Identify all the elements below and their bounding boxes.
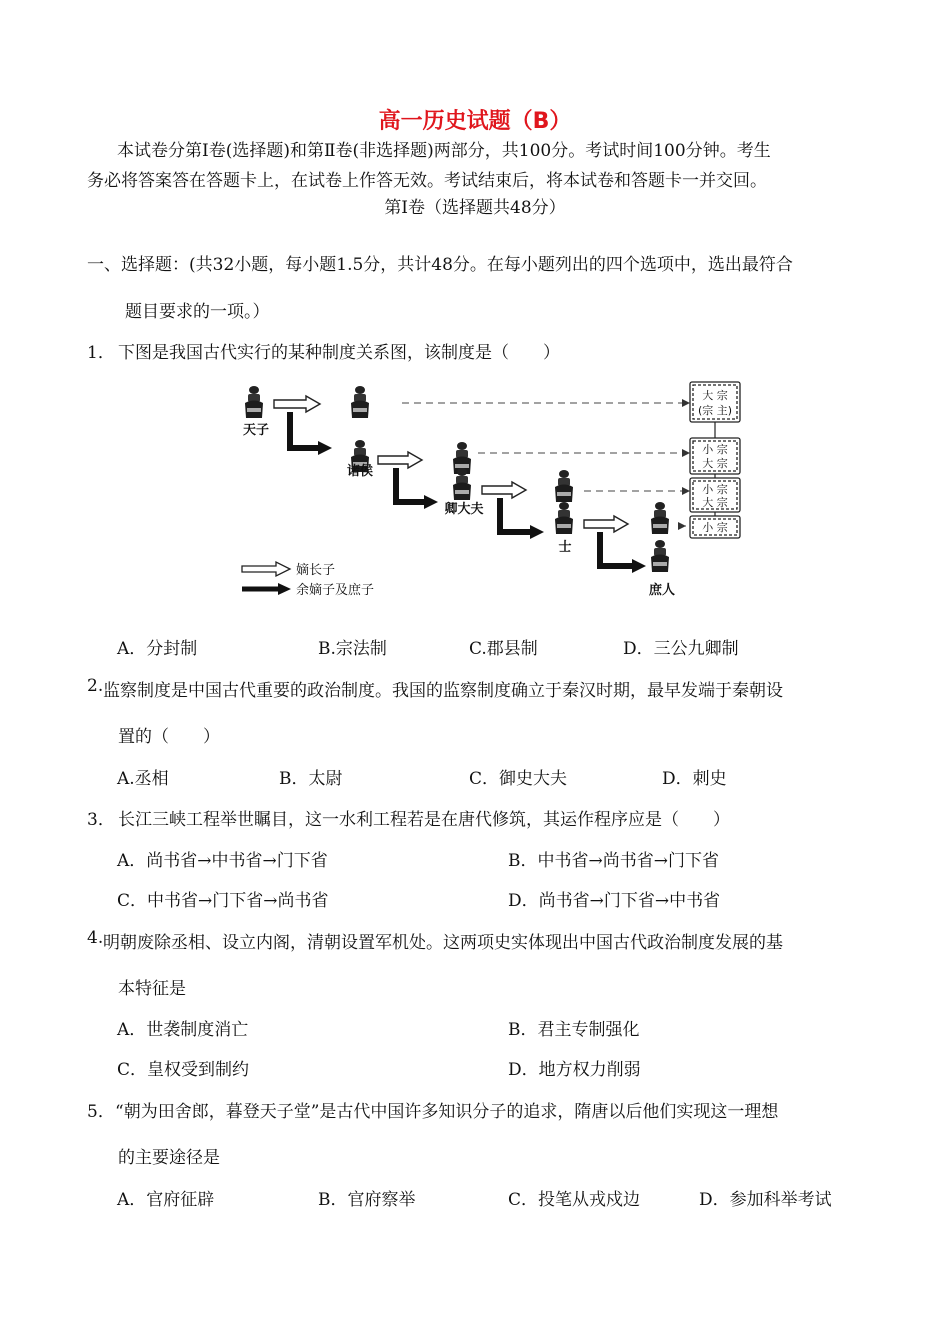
- box-3-bottom-label: 大 宗: [702, 496, 728, 509]
- younger-sons-arrow-icon: [318, 441, 332, 455]
- minister-heir-figure-icon: [555, 470, 573, 502]
- rank-label-commoner: 庶人: [648, 583, 676, 598]
- question-4-stem-line-2: 本特征是: [118, 979, 186, 999]
- section-heading: 第Ⅰ卷（选择题共48分）: [384, 198, 566, 218]
- part-instructions-line-1: 一、选择题：(共32小题，每小题1.5分，共计48分。在每小题列出的四个选项中，选出最符合: [87, 255, 793, 275]
- question-4-option-d[interactable]: D．地方权力削弱: [508, 1060, 641, 1080]
- question-5-option-a[interactable]: A．官府征辟: [117, 1190, 215, 1210]
- scholar-figure-icon: [555, 502, 573, 534]
- emperor-figure-icon: [245, 386, 263, 418]
- question-2-stem-line-1: 监察制度是中国古代重要的政治制度。我国的监察制度确立于秦汉时期，最早发端于秦朝设: [103, 681, 783, 701]
- question-1-option-d[interactable]: D．三公九卿制: [623, 639, 739, 659]
- box-1-bottom-label: (宗 主): [697, 404, 733, 417]
- question-3-number: 3．: [87, 810, 115, 830]
- box-2-bottom-label: 大 宗: [702, 457, 728, 470]
- question-5-option-c[interactable]: C．投笔从戎戍边: [508, 1190, 641, 1210]
- question-2-option-d[interactable]: D．刺史: [662, 769, 727, 789]
- question-5-option-b[interactable]: B．官府察举: [318, 1190, 416, 1210]
- question-5-option-d[interactable]: D．参加科举考试: [699, 1190, 832, 1210]
- box-2-top-label: 小 宗: [702, 443, 728, 456]
- question-1-option-a[interactable]: A．分封制: [117, 639, 198, 659]
- legend-hollow-arrow-icon: [242, 562, 290, 576]
- question-4-number: 4.: [87, 928, 104, 948]
- box-3-top-label: 小 宗: [702, 483, 728, 496]
- question-2-number: 2.: [87, 676, 104, 696]
- primogeniture-arrow-icon: [482, 482, 526, 498]
- question-5-number: 5．: [87, 1102, 115, 1122]
- question-5-stem-line-1: “朝为田舍郎，暮登天子堂”是古代中国许多知识分子的追求，隋唐以后他们实现这一理想: [115, 1102, 779, 1122]
- question-2-option-b[interactable]: B．太尉: [279, 769, 343, 789]
- question-1-stem: 下图是我国古代实行的某种制度关系图，该制度是（ ）: [118, 343, 560, 363]
- scholar-heir-figure-icon: [651, 502, 669, 534]
- legend-solid-arrow-icon: [278, 583, 291, 595]
- commoner-figure-icon: [651, 540, 669, 572]
- question-4-option-b[interactable]: B．君主专制强化: [508, 1020, 640, 1040]
- legend-eldest-son-label: 嫡长子: [296, 563, 336, 578]
- rank-label-lord: 诸侯: [346, 464, 374, 479]
- question-4-stem-line-1: 明朝废除丞相、设立内阁，清朝设置军机处。这两项史实体现出中国古代政治制度发展的基: [103, 933, 783, 953]
- question-2-option-c[interactable]: C．御史大夫: [469, 769, 568, 789]
- question-3-stem: 长江三峡工程举世瞩目，这一水利工程若是在唐代修筑，其运作程序应是（ ）: [118, 810, 730, 830]
- primogeniture-arrow-icon: [274, 396, 320, 412]
- younger-sons-arrow-icon: [424, 495, 438, 509]
- question-2-option-a[interactable]: A.丞相: [117, 769, 169, 789]
- part-instructions-line-2: 题目要求的一项。）: [125, 302, 270, 322]
- rank-label-emperor: 天子: [242, 423, 270, 438]
- question-1-option-c[interactable]: C.郡县制: [469, 639, 538, 659]
- clan-system-diagram: [238, 378, 758, 606]
- intro-line-2: 务必将答案答在答题卡上，在试卷上作答无效。考试结束后，将本试卷和答题卡一并交回。: [87, 171, 767, 191]
- question-1-number: 1．: [87, 343, 115, 363]
- box-1-top-label: 大 宗: [702, 389, 728, 402]
- question-3-option-b[interactable]: B．中书省→尚书省→门下省: [508, 851, 719, 871]
- question-4-option-a[interactable]: A．世袭制度消亡: [117, 1020, 249, 1040]
- exam-title: 高一历史试题（B）: [378, 109, 572, 134]
- intro-line-1: 本试卷分第Ⅰ卷(选择题)和第Ⅱ卷(非选择题)两部分，共100分。考试时间100分钟。考生: [117, 141, 771, 161]
- legend-other-sons-label: 余嫡子及庶子: [296, 583, 375, 598]
- question-3-option-c[interactable]: C．中书省→门下省→尚书省: [117, 891, 329, 911]
- box-4-top-label: 小 宗: [702, 521, 728, 534]
- question-1-option-b[interactable]: B.宗法制: [318, 639, 387, 659]
- question-2-stem-line-2: 置的（ ）: [118, 727, 220, 747]
- primogeniture-arrow-icon: [584, 516, 628, 532]
- question-3-option-d[interactable]: D．尚书省→门下省→中书省: [508, 891, 721, 911]
- younger-sons-arrow-icon: [632, 559, 646, 573]
- rank-label-scholar: 士: [558, 540, 572, 555]
- question-4-option-c[interactable]: C．皇权受到制约: [117, 1060, 250, 1080]
- rank-label-minister: 卿大夫: [444, 502, 484, 517]
- question-3-option-a[interactable]: A．尚书省→中书省→门下省: [117, 851, 328, 871]
- question-5-stem-line-2: 的主要途径是: [118, 1148, 220, 1168]
- primogeniture-arrow-icon: [378, 452, 422, 468]
- younger-sons-arrow-icon: [530, 525, 544, 539]
- heir-figure-icon: [351, 386, 369, 418]
